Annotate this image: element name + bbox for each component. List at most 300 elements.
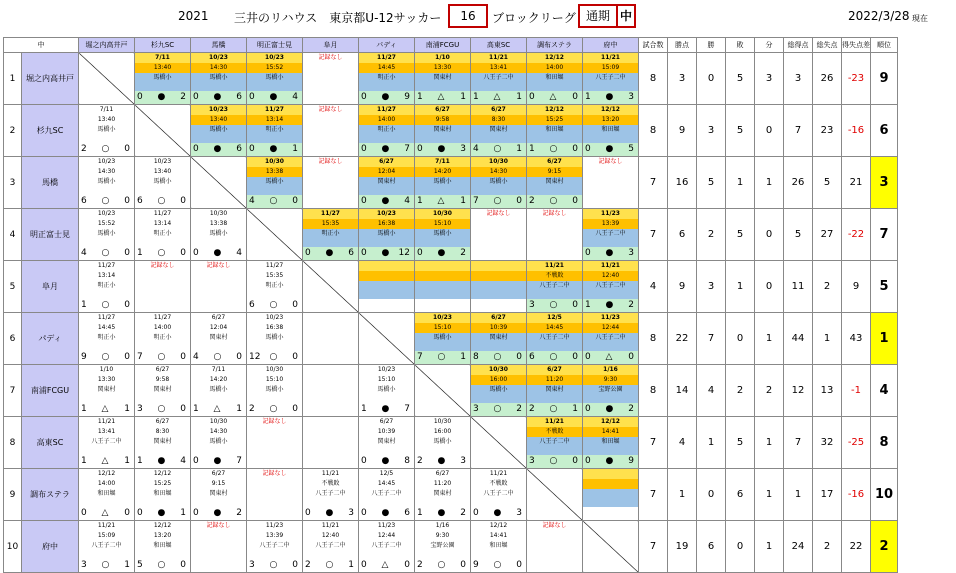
match-info-line: 馬橋小 [415, 229, 470, 239]
match-cell[interactable] [303, 209, 359, 261]
score-left: 0 [361, 508, 367, 518]
match-cell[interactable] [79, 157, 135, 209]
match-info-line: 11/27 [97, 314, 116, 321]
match-cell[interactable] [583, 261, 639, 313]
block-suffix: ブロックリーグ [492, 11, 576, 25]
result-mark: △ [493, 92, 501, 102]
score-right: 9 [628, 456, 634, 466]
stat-value: 0 [755, 209, 784, 261]
match-cell[interactable] [191, 209, 247, 261]
score-right: 4 [180, 456, 186, 466]
match-cell[interactable] [135, 469, 191, 521]
score-right: 0 [292, 404, 298, 414]
result-mark: ○ [269, 196, 278, 206]
match-cell[interactable] [583, 365, 639, 417]
match-result [415, 299, 470, 312]
score-left: 0 [585, 144, 591, 154]
match-info-line: 12/5 [379, 470, 394, 477]
match-cell[interactable] [247, 521, 303, 573]
match-info-line: 和田堀 [583, 437, 638, 447]
match-result [191, 351, 246, 364]
score-left: 1 [81, 300, 87, 310]
match-info-line: 14:45 [377, 480, 396, 487]
match-info-line: 11:20 [433, 480, 452, 487]
stat-value: 12 [784, 365, 813, 417]
match-cell[interactable] [359, 157, 415, 209]
match-info-line: 八王子二中 [315, 490, 346, 497]
match-cell[interactable] [303, 417, 359, 469]
match-result [527, 143, 582, 156]
result-mark: ● [437, 508, 446, 518]
score-right: 0 [124, 144, 130, 154]
score-left: 6 [249, 300, 255, 310]
score-left: 2 [81, 144, 87, 154]
match-cell[interactable] [359, 261, 415, 313]
match-cell[interactable] [191, 365, 247, 417]
match-cell[interactable] [191, 261, 247, 313]
match-result [415, 143, 470, 156]
score-right: 1 [460, 196, 466, 206]
match-info-line: 13:30 [97, 376, 116, 383]
result-mark: ○ [213, 352, 222, 362]
stat-value: 5 [813, 157, 842, 209]
match-result [527, 351, 582, 364]
match-info-line: 10/30 [209, 418, 228, 425]
stat-value: 2 [813, 261, 842, 313]
score-left: 3 [137, 404, 143, 414]
match-info-line: 馬橋小 [415, 177, 470, 187]
match-cell[interactable] [191, 521, 247, 573]
match-info-line: 馬橋小 [359, 229, 414, 239]
match-cell[interactable] [527, 365, 583, 417]
season-sub-box[interactable]: 中 [616, 4, 636, 28]
result-mark: ○ [101, 352, 110, 362]
table-row [4, 209, 898, 261]
year-label: 2021 [178, 9, 209, 23]
match-cell[interactable] [527, 313, 583, 365]
match-cell[interactable] [359, 105, 415, 157]
match-info-line: 15:52 [247, 63, 302, 73]
no-record-label: 記録なし [150, 262, 175, 269]
match-info-line: 馬橋小 [97, 178, 116, 185]
match-result [359, 247, 414, 260]
match-cell[interactable] [247, 261, 303, 313]
stat-value: 9 [668, 105, 697, 157]
diagonal-cell [247, 209, 303, 261]
match-info-line: 9:58 [415, 115, 470, 125]
match-cell[interactable] [79, 469, 135, 521]
match-info-line: 12:40 [321, 532, 340, 539]
match-info-line: 不戦敗 [527, 427, 582, 437]
match-info-line: 16:00 [433, 428, 452, 435]
match-result [79, 507, 134, 520]
match-info-line: 13:41 [97, 428, 116, 435]
match-cell[interactable] [135, 313, 191, 365]
score-right: 1 [124, 404, 130, 414]
match-info-line: 10:39 [471, 323, 526, 333]
match-info-line: 12/12 [583, 417, 638, 427]
rank-value: 2 [871, 521, 898, 573]
match-info-line: 1/16 [583, 365, 638, 375]
stat-value: 7 [784, 105, 813, 157]
match-info-line: 12/12 [153, 470, 172, 477]
match-info-line: 14:00 [97, 480, 116, 487]
row-index: 10 [4, 521, 22, 573]
stat-value: 3 [697, 261, 726, 313]
match-info-line: 15:35 [265, 272, 284, 279]
stat-value: -1 [842, 365, 871, 417]
match-cell[interactable] [471, 261, 527, 313]
match-info-line: 6/27 [155, 366, 170, 373]
match-result [527, 455, 582, 468]
score-left: 9 [473, 560, 479, 570]
match-cell[interactable] [415, 469, 471, 521]
match-cell[interactable] [471, 313, 527, 365]
match-cell[interactable] [247, 313, 303, 365]
match-cell[interactable] [135, 261, 191, 313]
result-mark: ○ [549, 404, 558, 414]
row-team-name: 杉九SC [22, 105, 79, 157]
match-cell[interactable] [359, 469, 415, 521]
match-cell[interactable] [415, 209, 471, 261]
match-cell[interactable] [471, 53, 527, 105]
match-cell[interactable] [471, 105, 527, 157]
result-mark: ○ [269, 560, 278, 570]
stat-value: -23 [842, 53, 871, 105]
row-index: 7 [4, 365, 22, 417]
match-info-line: 13:38 [247, 167, 302, 177]
match-info-line: 関東村 [359, 177, 414, 187]
stat-value: 0 [726, 521, 755, 573]
match-info-line: 14:20 [415, 167, 470, 177]
score-right: 8 [404, 456, 410, 466]
result-mark: ● [605, 404, 614, 414]
match-info-line: 14:20 [209, 376, 228, 383]
match-info-line: 13:40 [135, 63, 190, 73]
rank-value: 3 [871, 157, 898, 209]
match-cell[interactable] [359, 209, 415, 261]
score-right: 7 [236, 456, 242, 466]
stat-value: 13 [813, 365, 842, 417]
match-result [79, 559, 134, 572]
match-info-line: 1/10 [415, 53, 470, 63]
match-cell[interactable] [135, 365, 191, 417]
match-info-line: 11/23 [265, 522, 284, 529]
match-info-line: 馬橋小 [247, 177, 302, 187]
score-left: 1 [137, 248, 143, 258]
match-result [359, 403, 414, 416]
match-cell[interactable] [471, 209, 527, 261]
score-left: 4 [249, 196, 255, 206]
match-cell[interactable] [191, 313, 247, 365]
match-cell[interactable] [471, 365, 527, 417]
match-info-line: 八王子二中 [91, 438, 122, 445]
match-cell[interactable] [79, 313, 135, 365]
match-info-line: 8:30 [471, 115, 526, 125]
block-number-box[interactable]: 16 [448, 4, 488, 28]
match-cell[interactable] [303, 313, 359, 365]
score-left: 4 [473, 144, 479, 154]
match-info-line: 馬橋小 [471, 177, 526, 187]
stat-value: 4 [668, 417, 697, 469]
match-cell[interactable] [191, 417, 247, 469]
table-row [4, 417, 898, 469]
column-header-team: 調布ステラ [527, 38, 583, 53]
match-info-line: 関東村 [97, 386, 116, 393]
match-info-line: 10/23 [191, 53, 246, 63]
match-info-line: 13:14 [153, 220, 172, 227]
score-left: 0 [249, 144, 255, 154]
match-info-line: 6/27 [527, 365, 582, 375]
match-info-line [583, 469, 638, 479]
result-mark: ● [605, 300, 614, 310]
score-left: 2 [417, 560, 423, 570]
score-right: 0 [292, 560, 298, 570]
stat-value: 14 [668, 365, 697, 417]
row-index: 8 [4, 417, 22, 469]
score-right: 0 [124, 352, 130, 362]
stat-value: 5 [784, 209, 813, 261]
match-cell[interactable] [527, 105, 583, 157]
match-info-line [471, 261, 526, 271]
result-mark: ● [269, 92, 278, 102]
match-cell[interactable] [247, 365, 303, 417]
score-right: 1 [460, 352, 466, 362]
match-cell[interactable] [359, 417, 415, 469]
match-cell[interactable] [415, 261, 471, 313]
match-result [583, 299, 638, 312]
match-cell[interactable] [303, 469, 359, 521]
score-left: 1 [585, 92, 591, 102]
column-header-stat: 勝点 [668, 38, 697, 53]
match-info-line: 10/23 [265, 314, 284, 321]
match-cell[interactable] [191, 53, 247, 105]
match-cell[interactable] [303, 365, 359, 417]
match-result [135, 247, 190, 260]
match-result [135, 559, 190, 572]
stat-value: 3 [697, 105, 726, 157]
match-cell[interactable] [527, 261, 583, 313]
match-info-line: 11/27 [153, 210, 172, 217]
match-info-line: 9:58 [155, 376, 170, 383]
match-cell[interactable] [415, 417, 471, 469]
match-cell[interactable] [471, 157, 527, 209]
match-result [527, 403, 582, 416]
match-info-line: 馬橋小 [135, 73, 190, 83]
match-result [191, 91, 246, 104]
score-left: 3 [473, 404, 479, 414]
match-cell[interactable] [79, 365, 135, 417]
match-cell[interactable] [303, 521, 359, 573]
match-cell[interactable] [79, 417, 135, 469]
column-header-stat: 敗 [726, 38, 755, 53]
score-right: 2 [628, 300, 634, 310]
match-cell[interactable] [135, 521, 191, 573]
row-index: 5 [4, 261, 22, 313]
match-result [79, 299, 134, 312]
match-cell[interactable] [359, 365, 415, 417]
stat-value: 7 [639, 417, 668, 469]
match-info-line [303, 365, 358, 375]
match-result [471, 351, 526, 364]
match-result [415, 351, 470, 364]
result-mark: ● [605, 248, 614, 258]
stat-value: 1 [755, 313, 784, 365]
match-cell[interactable] [79, 521, 135, 573]
no-record-label: 記録なし [542, 210, 567, 217]
match-info-line: 14:45 [527, 323, 582, 333]
score-right: 6 [236, 92, 242, 102]
match-cell[interactable] [247, 105, 303, 157]
match-info-line: 11/27 [265, 262, 284, 269]
league-table [3, 37, 898, 573]
match-result [359, 195, 414, 208]
match-info-line: 八王子二中 [583, 73, 638, 83]
match-cell[interactable] [415, 157, 471, 209]
no-record-label: 記録なし [206, 262, 231, 269]
no-record-label: 記録なし [318, 158, 343, 165]
match-info-line: 馬橋小 [415, 333, 470, 343]
match-cell[interactable] [471, 469, 527, 521]
column-header-stat: 総失点 [813, 38, 842, 53]
match-result [79, 195, 134, 208]
match-info-line: 12:44 [377, 532, 396, 539]
match-cell[interactable] [79, 209, 135, 261]
match-cell[interactable] [527, 53, 583, 105]
result-mark: ● [605, 92, 614, 102]
match-info-line: 10:39 [377, 428, 396, 435]
match-cell[interactable] [191, 469, 247, 521]
score-right: 0 [292, 352, 298, 362]
score-left: 2 [249, 404, 255, 414]
score-left: 0 [361, 196, 367, 206]
score-right: 0 [572, 352, 578, 362]
match-info-line: 明正小 [247, 125, 302, 135]
score-right: 4 [292, 92, 298, 102]
result-mark: △ [437, 92, 445, 102]
result-mark: ● [381, 144, 390, 154]
score-left: 1 [81, 404, 87, 414]
match-info-line: 15:10 [377, 376, 396, 383]
match-cell[interactable] [135, 209, 191, 261]
match-cell[interactable] [583, 417, 639, 469]
score-left: 0 [417, 144, 423, 154]
match-cell[interactable] [583, 157, 639, 209]
match-info-line: 10/30 [471, 157, 526, 167]
match-cell[interactable] [359, 53, 415, 105]
match-info-line: 6/27 [211, 470, 226, 477]
match-result [583, 91, 638, 104]
match-info-line: 6/27 [379, 418, 394, 425]
match-cell[interactable] [135, 417, 191, 469]
match-info-line: 15:10 [415, 323, 470, 333]
match-info-line: 14:45 [359, 63, 414, 73]
score-right: 0 [180, 248, 186, 258]
result-mark: ● [493, 508, 502, 518]
match-cell[interactable] [415, 105, 471, 157]
match-cell[interactable] [303, 105, 359, 157]
result-mark: ● [437, 144, 446, 154]
match-cell[interactable] [583, 209, 639, 261]
season-box[interactable]: 通期 [578, 4, 618, 28]
match-info-line: 1/10 [99, 366, 114, 373]
match-cell[interactable] [247, 417, 303, 469]
score-left: 1 [361, 404, 367, 414]
match-cell[interactable] [247, 469, 303, 521]
match-info-line: 明正小 [265, 282, 284, 289]
score-right: 0 [180, 404, 186, 414]
score-left: 0 [193, 456, 199, 466]
match-cell[interactable] [303, 157, 359, 209]
match-cell[interactable] [191, 105, 247, 157]
match-cell[interactable] [583, 469, 639, 521]
match-info-line: 八王子二中 [583, 333, 638, 343]
score-left: 0 [249, 92, 255, 102]
row-index: 6 [4, 313, 22, 365]
match-cell[interactable] [583, 53, 639, 105]
match-result [135, 91, 190, 104]
diagonal-cell [471, 417, 527, 469]
match-cell[interactable] [415, 53, 471, 105]
match-cell[interactable] [415, 521, 471, 573]
match-info-line: 和田堀 [153, 490, 172, 497]
match-result [247, 299, 302, 312]
match-cell[interactable] [303, 53, 359, 105]
result-mark: ○ [269, 300, 278, 310]
match-info-line: 11/21 [97, 418, 116, 425]
score-left: 0 [585, 404, 591, 414]
match-cell[interactable] [527, 157, 583, 209]
match-result [247, 403, 302, 416]
score-left: 0 [305, 248, 311, 258]
match-info-line: 11/23 [583, 313, 638, 323]
match-cell[interactable] [135, 157, 191, 209]
match-cell[interactable] [79, 105, 135, 157]
match-info-line [303, 375, 358, 385]
match-info-line: 6/27 [527, 157, 582, 167]
match-cell[interactable] [359, 521, 415, 573]
score-left: 1 [529, 144, 535, 154]
match-cell[interactable] [583, 313, 639, 365]
match-result [79, 403, 134, 416]
match-cell[interactable] [583, 105, 639, 157]
stat-value: 8 [639, 313, 668, 365]
score-left: 7 [473, 196, 479, 206]
match-cell[interactable] [79, 261, 135, 313]
match-info-line: 13:14 [247, 115, 302, 125]
match-info-line: 宝野公園 [583, 385, 638, 395]
match-cell[interactable] [527, 417, 583, 469]
match-result [247, 559, 302, 572]
match-cell[interactable] [471, 521, 527, 573]
match-cell[interactable] [247, 53, 303, 105]
match-cell[interactable] [415, 313, 471, 365]
score-right: 0 [404, 560, 410, 570]
match-info-line: 馬橋小 [247, 73, 302, 83]
match-cell[interactable] [527, 209, 583, 261]
match-cell[interactable] [527, 521, 583, 573]
match-info-line: 12/12 [489, 522, 508, 529]
corner-cell: 中 [4, 38, 79, 53]
match-cell[interactable] [247, 157, 303, 209]
stat-value: 7 [697, 313, 726, 365]
result-mark: ● [381, 196, 390, 206]
score-left: 2 [529, 404, 535, 414]
match-cell[interactable] [135, 53, 191, 105]
stat-value: 21 [842, 157, 871, 209]
rank-value: 5 [871, 261, 898, 313]
match-info-line: 14:00 [153, 324, 172, 331]
